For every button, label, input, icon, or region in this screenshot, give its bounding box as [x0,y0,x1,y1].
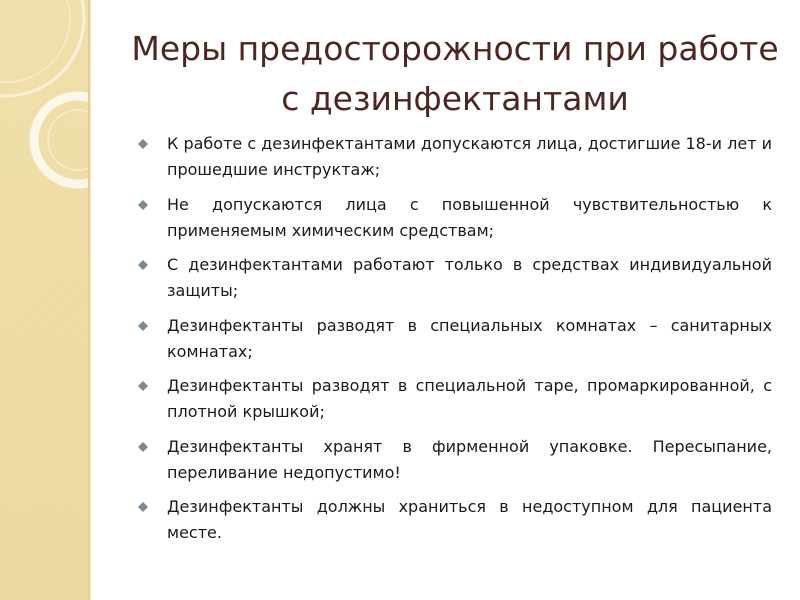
diamond-bullet-icon [138,502,148,512]
list-item-text: Не допускаются лица с повышенной чувствительностью к применяемым химическим средствам; [167,194,772,240]
panel-divider [88,0,91,600]
diamond-bullet-icon [138,381,148,391]
list-item [138,494,772,546]
list-item [138,192,772,244]
decorative-side-panel [0,0,88,600]
bullet-list [138,131,772,555]
list-item [138,252,772,304]
list-item-text: Дезинфектанты разводят в специальной таре, промаркированной, с плотной крышкой; [167,376,772,421]
diamond-bullet-icon [138,260,148,270]
slide-title: Меры предосторожности при работе с дезинфектантами [131,29,779,118]
diamond-bullet-icon [138,139,148,149]
circle-rings-decoration-icon [0,0,88,600]
diamond-bullet-icon [138,442,148,452]
list-item [138,131,772,183]
list-item-text: К работе с дезинфектантами допускаются лица, достигшие 18-и лет и прошедшие инструктаж; [167,134,772,179]
list-item-text: Дезинфектанты хранят в фирменной упаковке. Пересыпание, переливание недопустимо! [167,436,772,482]
list-item [138,434,772,486]
list-item-text: Дезинфектанты разводят в специальных комнатах – санитарных комнатах; [167,315,772,361]
list-item [138,373,772,425]
list-item-text: С дезинфектантами работают только в средствах индивидуальной защиты; [167,255,772,300]
diamond-bullet-icon [138,321,148,331]
list-item [138,313,772,365]
diamond-bullet-icon [138,200,148,210]
list-item-text: Дезинфектанты должны храниться в недоступном для пациента месте. [167,497,772,542]
